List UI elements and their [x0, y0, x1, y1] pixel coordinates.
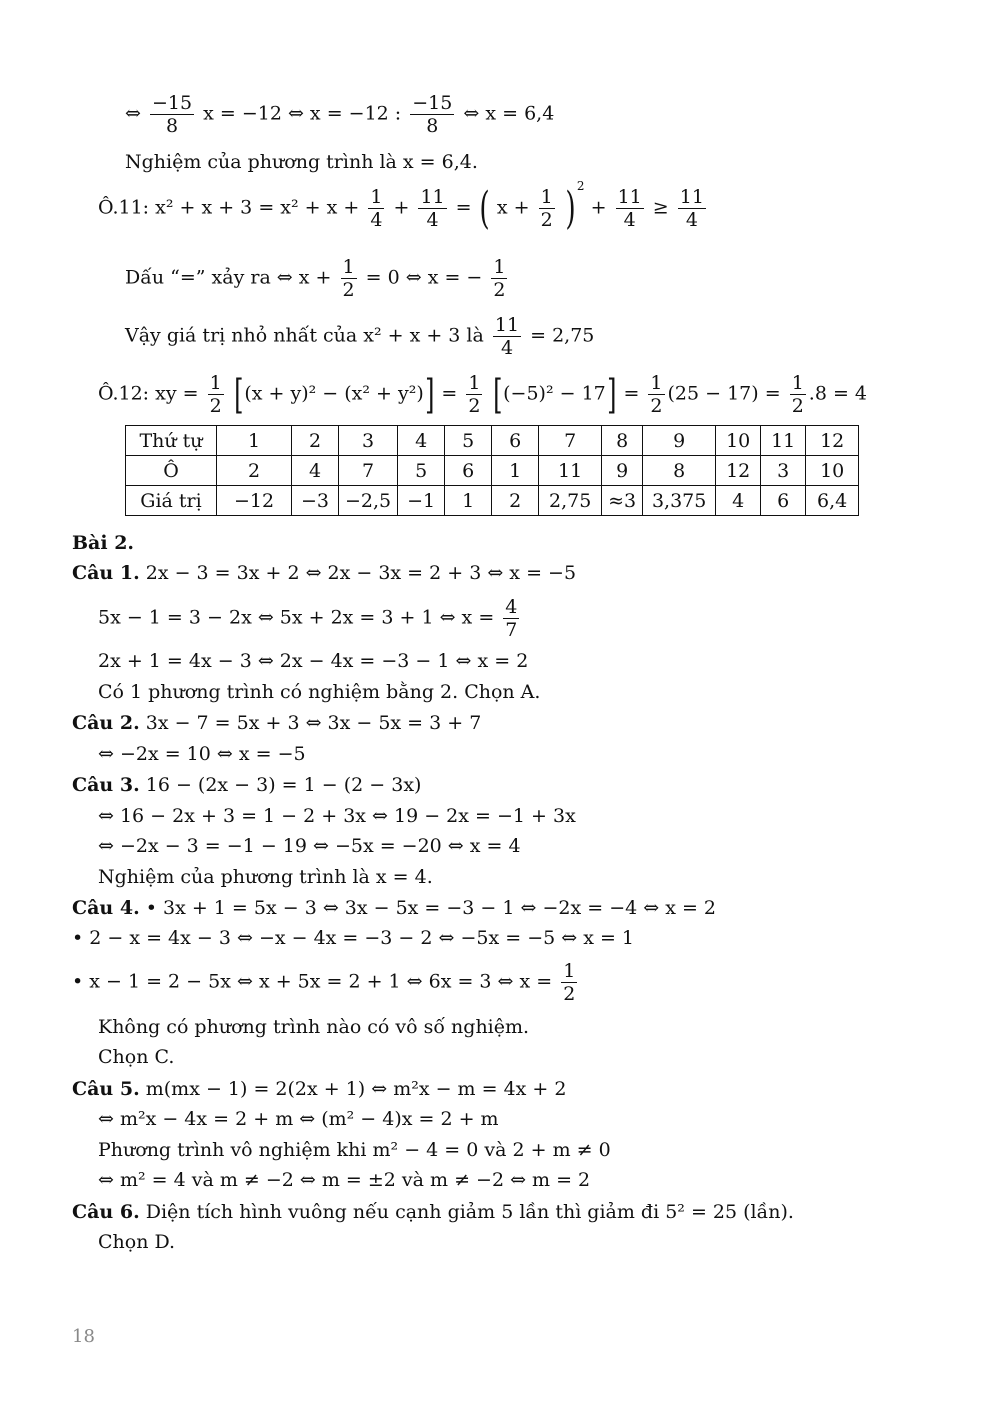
fraction: [150, 92, 194, 137]
fraction: [341, 256, 357, 301]
cau4-line-2: • 2 − x = 4x − 3 ⇔ −x − 4x = −3 − 2 ⇔ −5x = −5 ⇔ x = 1: [72, 927, 635, 949]
table-row: [126, 486, 859, 516]
text: =: [455, 196, 472, 219]
table-cell: 4: [398, 426, 445, 456]
denominator: 7: [505, 619, 518, 641]
text: +: [393, 196, 410, 219]
table-cell: 3,375: [643, 486, 716, 516]
answer-table: [125, 425, 859, 516]
denominator: 2: [209, 395, 222, 417]
table-cell: 5: [398, 456, 445, 486]
table-cell: 2: [217, 456, 292, 486]
table-cell: −12: [217, 486, 292, 516]
numerator: 1: [540, 186, 553, 208]
cau3-line-1: [72, 773, 421, 797]
table-cell: Giá trị: [126, 486, 217, 516]
denominator: 4: [370, 209, 383, 231]
denominator: 2: [791, 395, 804, 417]
table-cell: 2: [292, 426, 339, 456]
question-label: Câu 6.: [72, 1201, 140, 1223]
table-cell: Ô: [126, 456, 217, 486]
text: =: [441, 382, 458, 405]
numerator: 11: [494, 314, 520, 336]
text: • x − 1 = 2 − 5x ⇔ x + 5x = 2 + 1 ⇔ 6x = 3 ⇔ x =: [72, 970, 553, 993]
numerator: 1: [650, 372, 663, 394]
table-cell: 8: [643, 456, 716, 486]
table-cell: 4: [292, 456, 339, 486]
table-cell: ≈3: [602, 486, 643, 516]
table-cell: 9: [643, 426, 716, 456]
text: ⇔: [125, 102, 141, 125]
numerator: 1: [791, 372, 804, 394]
cau4-line-3: [72, 960, 580, 1005]
item-label: Ô.12:: [98, 382, 150, 405]
exponent: 2: [576, 179, 585, 194]
denominator: 8: [165, 115, 179, 137]
numerator: 1: [563, 960, 576, 982]
cau4-line-1: [72, 896, 716, 920]
text: =: [623, 382, 640, 405]
fraction: [539, 186, 555, 231]
denominator: 4: [500, 337, 514, 359]
numerator: 1: [209, 372, 222, 394]
page-number: 18: [72, 1326, 95, 1347]
numerator: 4: [505, 596, 518, 618]
text: (−5)² − 17: [503, 382, 606, 405]
cau1-line-2: [98, 596, 522, 641]
table-cell: 6: [761, 486, 806, 516]
table-cell: 3: [761, 456, 806, 486]
table-cell: 3: [339, 426, 398, 456]
numerator: 1: [370, 186, 383, 208]
solution-line: Nghiệm của phương trình là x = 6,4.: [125, 151, 478, 173]
table-cell: 2,75: [539, 486, 602, 516]
numerator: 11: [617, 186, 642, 208]
equation-line-1: [125, 92, 554, 137]
o11-line: [98, 179, 709, 234]
table-cell: −1: [398, 486, 445, 516]
fraction: [410, 92, 454, 137]
denominator: 2: [563, 983, 576, 1005]
cau6-line-1: [72, 1200, 794, 1224]
cau5-line-2: ⇔ m²x − 4x = 2 + m ⇔ (m² − 4)x = 2 + m: [98, 1108, 499, 1130]
text: (25 − 17) =: [667, 382, 781, 405]
right-paren: ): [565, 182, 576, 234]
cau3-line-4: Nghiệm của phương trình là x = 4.: [98, 866, 433, 888]
table-cell: 12: [806, 426, 859, 456]
cau4-line-5: Chọn C.: [98, 1046, 175, 1068]
table-cell: 12: [716, 456, 761, 486]
cau4-line-4: Không có phương trình nào có vô số nghiệm.: [98, 1016, 530, 1038]
table-cell: 11: [539, 456, 602, 486]
fraction: [503, 596, 519, 641]
section-title: Bài 2.: [72, 532, 135, 554]
numerator: −15: [412, 92, 453, 114]
table-cell: 1: [217, 426, 292, 456]
cau5-line-4: ⇔ m² = 4 và m ≠ −2 ⇔ m = ±2 và m ≠ −2 ⇔ m = 2: [98, 1169, 591, 1191]
question-label: Câu 3.: [72, 774, 140, 796]
fraction: [208, 372, 224, 417]
text: (x + y)² − (x² + y²): [244, 382, 424, 405]
fraction: [678, 186, 706, 231]
table-cell: 11: [761, 426, 806, 456]
question-label: Câu 4.: [72, 897, 140, 919]
text: 3x − 7 = 5x + 3 ⇔ 3x − 5x = 3 + 7: [145, 712, 482, 734]
equality-condition-line: [125, 256, 510, 301]
min-value-line: [125, 314, 594, 359]
numerator: 11: [679, 186, 704, 208]
text: x +: [496, 196, 530, 219]
text: ⇔ x = 6,4: [463, 102, 555, 125]
table-cell: −3: [292, 486, 339, 516]
table-cell: 2: [492, 486, 539, 516]
text: 5x − 1 = 3 − 2x ⇔ 5x + 2x = 3 + 1 ⇔ x =: [98, 606, 495, 629]
fraction: [648, 372, 664, 417]
fraction: [561, 960, 577, 1005]
fraction: [616, 186, 644, 231]
denominator: 4: [623, 209, 636, 231]
text: x² + x + 3 = x² + x +: [155, 196, 360, 219]
text: Dấu “=” xảy ra ⇔ x +: [125, 266, 332, 289]
denominator: 2: [540, 209, 553, 231]
fraction: [493, 314, 521, 359]
denominator: 2: [468, 395, 481, 417]
text: ≥: [652, 196, 669, 219]
table-cell: 6,4: [806, 486, 859, 516]
table-cell: 10: [806, 456, 859, 486]
cau1-line-1: [72, 561, 576, 585]
left-bracket: [: [492, 371, 503, 418]
fraction: [466, 372, 482, 417]
cau3-line-3: ⇔ −2x − 3 = −1 − 19 ⇔ −5x = −20 ⇔ x = 4: [98, 835, 521, 857]
table-cell: 1: [492, 456, 539, 486]
table-cell: 7: [339, 456, 398, 486]
fraction: [418, 186, 446, 231]
fraction: [790, 372, 806, 417]
question-label: Câu 1.: [72, 562, 140, 584]
cau5-line-3: Phương trình vô nghiệm khi m² − 4 = 0 và 2 + m ≠ 0: [98, 1139, 611, 1161]
denominator: 2: [493, 279, 506, 301]
table-cell: 4: [716, 486, 761, 516]
cau2-line-1: [72, 711, 481, 735]
text: Diện tích hình vuông nếu cạnh giảm 5 lần thì giảm đi 5² = 25 (lần).: [145, 1201, 794, 1223]
text: Vậy giá trị nhỏ nhất của x² + x + 3 là: [125, 324, 484, 347]
text: .8 = 4: [808, 382, 867, 405]
denominator: 2: [342, 279, 355, 301]
text: • 3x + 1 = 5x − 3 ⇔ 3x − 5x = −3 − 1 ⇔ −2x = −4 ⇔ x = 2: [145, 897, 717, 919]
cau1-line-3: 2x + 1 = 4x − 3 ⇔ 2x − 4x = −3 − 1 ⇔ x = 2: [98, 650, 529, 672]
table-cell: 9: [602, 456, 643, 486]
table-row: [126, 456, 859, 486]
table-cell: 10: [716, 426, 761, 456]
cau6-line-2: Chọn D.: [98, 1231, 176, 1253]
question-label: Câu 2.: [72, 712, 140, 734]
numerator: 1: [493, 256, 506, 278]
table-row: [126, 426, 859, 456]
item-label: Ô.11:: [98, 196, 150, 219]
left-paren: (: [479, 182, 490, 234]
denominator: 4: [685, 209, 698, 231]
right-bracket: ]: [424, 371, 435, 418]
cau2-line-2: ⇔ −2x = 10 ⇔ x = −5: [98, 743, 306, 765]
fraction: [368, 186, 384, 231]
text: = 0 ⇔ x = −: [365, 266, 483, 289]
numerator: 1: [468, 372, 481, 394]
denominator: 2: [650, 395, 663, 417]
table-cell: 6: [445, 456, 492, 486]
table-cell: 8: [602, 426, 643, 456]
table-cell: 7: [539, 426, 602, 456]
table-cell: −2,5: [339, 486, 398, 516]
table-cell: 5: [445, 426, 492, 456]
text: xy =: [155, 382, 199, 405]
cau5-line-1: [72, 1077, 566, 1101]
text: = 2,75: [530, 324, 595, 347]
table-cell: 1: [445, 486, 492, 516]
cau1-line-4: Có 1 phương trình có nghiệm bằng 2. Chọn A.: [98, 681, 541, 703]
left-bracket: [: [233, 371, 244, 418]
fraction: [491, 256, 507, 301]
numerator: 11: [420, 186, 445, 208]
text: m(mx − 1) = 2(2x + 1) ⇔ m²x − m = 4x + 2: [145, 1078, 567, 1100]
denominator: 4: [426, 209, 439, 231]
text: +: [590, 196, 607, 219]
table-cell: 6: [492, 426, 539, 456]
table-cell: Thứ tự: [126, 426, 217, 456]
text: 16 − (2x − 3) = 1 − (2 − 3x): [145, 774, 422, 796]
numerator: −15: [151, 92, 193, 114]
text: 2x − 3 = 3x + 2 ⇔ 2x − 3x = 2 + 3 ⇔ x = −5: [145, 562, 577, 584]
denominator: 8: [426, 115, 439, 137]
text: x = −12 ⇔ x = −12 :: [203, 102, 402, 125]
numerator: 1: [342, 256, 355, 278]
question-label: Câu 5.: [72, 1078, 140, 1100]
o12-line: [98, 372, 867, 417]
cau3-line-2: ⇔ 16 − 2x + 3 = 1 − 2 + 3x ⇔ 19 − 2x = −1 + 3x: [98, 805, 576, 827]
right-bracket: ]: [606, 371, 617, 418]
